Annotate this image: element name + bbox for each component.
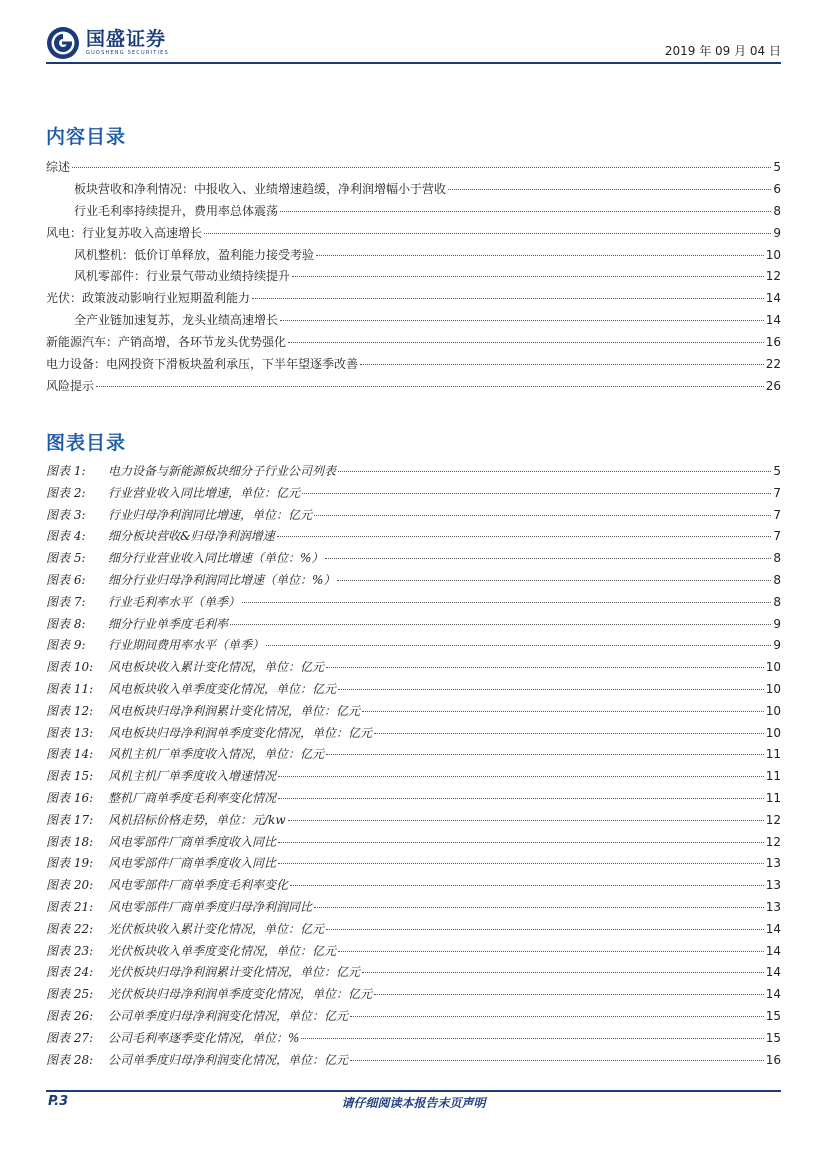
figure-entry[interactable] <box>46 614 781 636</box>
leader-dots <box>326 754 764 755</box>
figure-entry-label: 图表 10: <box>46 660 94 675</box>
toc-entry-page: 26 <box>765 378 781 393</box>
figure-entry-page: 14 <box>765 921 781 936</box>
figure-entry-title: 风机主机厂单季度收入增速情况 <box>108 769 277 784</box>
figure-entry-title: 风电板块收入单季度变化情况，单位：亿元 <box>108 681 337 696</box>
figure-entry[interactable] <box>46 548 781 570</box>
footer-divider <box>46 1090 781 1092</box>
toc-entry-page: 5 <box>773 160 781 174</box>
toc-entry-title: 板块营收和净利情况：中报收入、业绩增速趋缓，净利润增幅小于营收 <box>74 181 447 196</box>
leader-dots <box>325 558 771 559</box>
leader-dots <box>338 689 764 690</box>
figure-entry[interactable] <box>46 1006 781 1028</box>
figure-entry-label: 图表 2: <box>46 485 86 500</box>
figure-entry-title: 光伏板块归母净利润单季度变化情况，单位：亿元 <box>108 987 373 1002</box>
logo-icon <box>46 26 80 60</box>
figure-entry[interactable] <box>46 461 781 483</box>
figure-entry-label: 图表 24: <box>46 965 94 980</box>
figure-entry-page: 7 <box>773 507 781 522</box>
toc-entry-page: 10 <box>765 247 781 262</box>
figure-entry-label: 图表 1: <box>46 464 86 478</box>
figure-entry-page: 8 <box>773 572 781 587</box>
figure-entry-label: 图表 4: <box>46 529 86 544</box>
leader-dots <box>278 842 764 843</box>
leader-dots <box>278 798 764 799</box>
toc-entry-page: 12 <box>765 269 781 284</box>
toc-entry-title: 行业毛利率持续提升，费用率总体震荡 <box>74 203 279 218</box>
figure-entry[interactable] <box>46 875 781 897</box>
leader-dots <box>72 167 771 168</box>
figure-entry-label: 图表 27: <box>46 1030 94 1045</box>
leader-dots <box>314 907 764 908</box>
figure-entry[interactable] <box>46 962 781 984</box>
leader-dots <box>204 233 771 234</box>
figure-entry-title: 风电零部件厂商单季度归母净利润同比 <box>108 899 313 914</box>
figure-entry-page: 13 <box>765 899 781 914</box>
figure-entry[interactable] <box>46 984 781 1006</box>
figure-entry-title: 行业营业收入同比增速，单位：亿元 <box>108 485 301 500</box>
figure-entry-title: 细分板块营收&归母净利润增速 <box>108 529 275 544</box>
logo-cn-text: 国盛证券 <box>86 28 167 50</box>
leader-dots <box>338 951 764 952</box>
figure-entry[interactable] <box>46 679 781 701</box>
figure-entry[interactable] <box>46 701 781 723</box>
figure-entry-page: 8 <box>773 551 781 566</box>
figure-entry-label: 图表 18: <box>46 834 94 849</box>
page-number: P.3 <box>48 1094 69 1109</box>
figure-entry-page: 16 <box>765 1052 781 1067</box>
leader-dots <box>288 820 764 821</box>
toc-entry-title: 综述 <box>46 160 71 174</box>
figure-entry-page: 15 <box>765 1008 781 1023</box>
figure-entry-label: 图表 8: <box>46 616 86 631</box>
leader-dots <box>374 733 764 734</box>
figure-entry-title: 风机主机厂单季度收入情况，单位：亿元 <box>108 747 325 762</box>
toc-entry-title: 风电：行业复苏收入高速增长 <box>46 225 203 240</box>
toc-entry-title: 风机整机：低价订单释放，盈利能力接受考验 <box>74 247 315 262</box>
figure-entry-label: 图表 14: <box>46 747 94 762</box>
toc-entry-title: 风机零部件：行业景气带动业绩持续提升 <box>74 269 291 284</box>
leader-dots <box>301 1038 763 1039</box>
figure-entry-page: 10 <box>765 660 781 675</box>
company-logo <box>46 26 169 60</box>
leader-dots <box>448 189 771 190</box>
figure-entry-label: 图表 13: <box>46 725 94 740</box>
figure-entry-label: 图表 6: <box>46 572 86 587</box>
toc-entry[interactable] <box>46 310 781 332</box>
toc-entry[interactable] <box>46 376 781 398</box>
figure-entry-title: 光伏板块收入单季度变化情况，单位：亿元 <box>108 943 337 958</box>
header-divider <box>46 62 781 64</box>
leader-dots <box>96 386 764 387</box>
toc-entry-page: 22 <box>765 357 781 372</box>
leader-dots <box>314 515 771 516</box>
toc-entry[interactable] <box>46 332 781 354</box>
toc-entry[interactable] <box>46 266 781 288</box>
figure-entry-title: 公司单季度归母净利润变化情况，单位：亿元 <box>108 1052 349 1067</box>
figure-entry-title: 行业毛利率水平（单季） <box>108 594 241 609</box>
figure-entry[interactable] <box>46 570 781 592</box>
leader-dots <box>374 994 764 995</box>
toc-entry-title: 全产业链加速复苏，龙头业绩高速增长 <box>74 313 279 328</box>
figure-entry-page: 11 <box>765 769 781 784</box>
toc-entry-page: 6 <box>773 181 781 196</box>
figure-entry[interactable] <box>46 941 781 963</box>
figure-entry-page: 10 <box>765 725 781 740</box>
figure-entry-label: 图表 5: <box>46 551 86 566</box>
toc-entry[interactable] <box>46 245 781 267</box>
leader-dots <box>350 1016 764 1017</box>
toc-entry[interactable] <box>46 288 781 310</box>
logo-en-text: GUOSHENG SECURITIES <box>86 50 169 56</box>
figure-entry[interactable] <box>46 832 781 854</box>
page-header <box>46 20 781 62</box>
figure-entry-title: 细分行业单季度毛利率 <box>108 616 229 631</box>
leader-dots <box>350 1060 764 1061</box>
figure-entry-page: 10 <box>765 681 781 696</box>
figure-entry[interactable] <box>46 1028 781 1050</box>
figure-entry-title: 风电板块收入累计变化情况，单位：亿元 <box>108 660 325 675</box>
figure-entry-label: 图表 21: <box>46 899 94 914</box>
figure-entry[interactable] <box>46 592 781 614</box>
figure-entry[interactable] <box>46 505 781 527</box>
figure-entry[interactable] <box>46 657 781 679</box>
leader-dots <box>266 645 771 646</box>
disclaimer-text: 请仔细阅读本报告末页声明 <box>341 1096 486 1110</box>
figure-entry-page: 7 <box>773 529 781 544</box>
figure-entry-page: 9 <box>773 638 781 653</box>
figure-entry-page: 8 <box>773 594 781 609</box>
figure-entry-label: 图表 25: <box>46 987 94 1002</box>
figure-entry[interactable] <box>46 1050 781 1072</box>
figure-entry[interactable] <box>46 897 781 919</box>
leader-dots <box>360 364 764 365</box>
figure-entry[interactable] <box>46 483 781 505</box>
leader-dots <box>278 863 764 864</box>
figure-entry-title: 光伏板块收入累计变化情况，单位：亿元 <box>108 921 325 936</box>
figure-entry-title: 风电零部件厂商单季度毛利率变化 <box>108 878 289 893</box>
figure-entry-title: 风电零部件厂商单季度收入同比 <box>108 834 277 849</box>
toc-entry-title: 电力设备：电网投资下滑板块盈利承压，下半年望逐季改善 <box>46 357 359 372</box>
figure-entry-title: 公司毛利率逐季变化情况，单位：% <box>108 1030 300 1045</box>
figure-entry[interactable] <box>46 744 781 766</box>
leader-dots <box>290 885 764 886</box>
figure-entry-label: 图表 3: <box>46 507 86 522</box>
figure-entry[interactable] <box>46 853 781 875</box>
toc-entry-title: 新能源汽车：产销高增，各环节龙头优势强化 <box>46 335 287 350</box>
figure-entry-title: 整机厂商单季度毛利率变化情况 <box>108 790 277 805</box>
toc-entry-page: 8 <box>773 203 781 218</box>
leader-dots <box>292 276 764 277</box>
leader-dots <box>288 342 764 343</box>
figure-entry-page: 12 <box>765 812 781 827</box>
contents-title: 内容目录 <box>46 126 127 148</box>
figure-entry[interactable] <box>46 766 781 788</box>
figure-entry[interactable] <box>46 723 781 745</box>
leader-dots <box>337 580 771 581</box>
leader-dots <box>326 667 764 668</box>
figure-entry-label: 图表 7: <box>46 594 86 609</box>
leader-dots <box>280 320 764 321</box>
report-date: 2019 年 09 月 04 日 <box>664 44 781 58</box>
figure-entry[interactable] <box>46 526 781 548</box>
figure-entry-label: 图表 19: <box>46 856 94 871</box>
leader-dots <box>252 298 764 299</box>
figure-entry-title: 风机招标价格走势，单位：元/kw <box>108 812 286 827</box>
figure-entry-title: 风电板块归母净利润单季度变化情况，单位：亿元 <box>108 725 373 740</box>
toc-entry-page: 14 <box>765 313 781 328</box>
leader-dots <box>338 471 771 472</box>
figure-entry-title: 行业归母净利润同比增速，单位：亿元 <box>108 507 313 522</box>
toc-entry[interactable] <box>46 223 781 245</box>
figure-entry-title: 风电板块归母净利润累计变化情况，单位：亿元 <box>108 703 361 718</box>
leader-dots <box>278 776 764 777</box>
figure-entry-label: 图表 22: <box>46 921 94 936</box>
figure-entry-label: 图表 28: <box>46 1052 94 1067</box>
leader-dots <box>362 711 764 712</box>
figures-title: 图表目录 <box>46 432 127 454</box>
figure-entry-label: 图表 11: <box>46 681 94 696</box>
leader-dots <box>302 493 771 494</box>
toc-entry[interactable] <box>46 354 781 376</box>
leader-dots <box>230 624 771 625</box>
figure-entry[interactable] <box>46 635 781 657</box>
figure-entry-title: 光伏板块归母净利润累计变化情况，单位：亿元 <box>108 965 361 980</box>
figure-entry[interactable] <box>46 919 781 941</box>
figure-entry-label: 图表 26: <box>46 1008 94 1023</box>
figure-entry-label: 图表 9: <box>46 638 86 653</box>
toc-entry[interactable] <box>46 179 781 201</box>
figure-entry-title: 细分行业营业收入同比增速（单位：%） <box>108 551 324 566</box>
figure-entry-label: 图表 16: <box>46 790 94 805</box>
leader-dots <box>280 211 771 212</box>
figure-entry-page: 13 <box>765 878 781 893</box>
figure-entry-title: 行业期间费用率水平（单季） <box>108 638 265 653</box>
figure-entry-page: 5 <box>773 464 781 478</box>
toc-entry-page: 9 <box>773 225 781 240</box>
figure-entry-title: 电力设备与新能源板块细分子行业公司列表 <box>108 464 337 478</box>
toc-entry-page: 16 <box>765 335 781 350</box>
figure-entry-page: 9 <box>773 616 781 631</box>
figure-entry-page: 7 <box>773 485 781 500</box>
figure-entry-page: 10 <box>765 703 781 718</box>
figure-entry-label: 图表 20: <box>46 878 94 893</box>
figure-entry-page: 14 <box>765 943 781 958</box>
figure-entry-page: 13 <box>765 856 781 871</box>
figure-entry-page: 15 <box>765 1030 781 1045</box>
toc-entry-title: 风险提示 <box>46 378 95 393</box>
toc-entry[interactable] <box>46 157 781 179</box>
figure-entry-label: 图表 15: <box>46 769 94 784</box>
leader-dots <box>242 602 771 603</box>
figure-entry-title: 公司单季度归母净利润变化情况，单位：亿元 <box>108 1008 349 1023</box>
figure-entry-label: 图表 23: <box>46 943 94 958</box>
figure-entry[interactable] <box>46 788 781 810</box>
toc-entry[interactable] <box>46 201 781 223</box>
leader-dots <box>277 536 772 537</box>
toc-entry-title: 光伏：政策波动影响行业短期盈利能力 <box>46 291 251 306</box>
figures-list <box>46 461 781 1071</box>
leader-dots <box>316 255 764 256</box>
toc-entry-page: 14 <box>765 291 781 306</box>
figure-entry-page: 11 <box>765 747 781 762</box>
figure-entry-label: 图表 12: <box>46 703 94 718</box>
figure-entry-title: 细分行业归母净利润同比增速（单位：%） <box>108 572 336 587</box>
figure-entry-page: 14 <box>765 965 781 980</box>
figure-entry-page: 14 <box>765 987 781 1002</box>
figure-entry-page: 12 <box>765 834 781 849</box>
leader-dots <box>362 972 764 973</box>
figure-entry-title: 风电零部件厂商单季度收入同比 <box>108 856 277 871</box>
figure-entry-page: 11 <box>765 790 781 805</box>
leader-dots <box>326 929 764 930</box>
figure-entry[interactable] <box>46 810 781 832</box>
contents-list <box>46 157 781 398</box>
figure-entry-label: 图表 17: <box>46 812 94 827</box>
